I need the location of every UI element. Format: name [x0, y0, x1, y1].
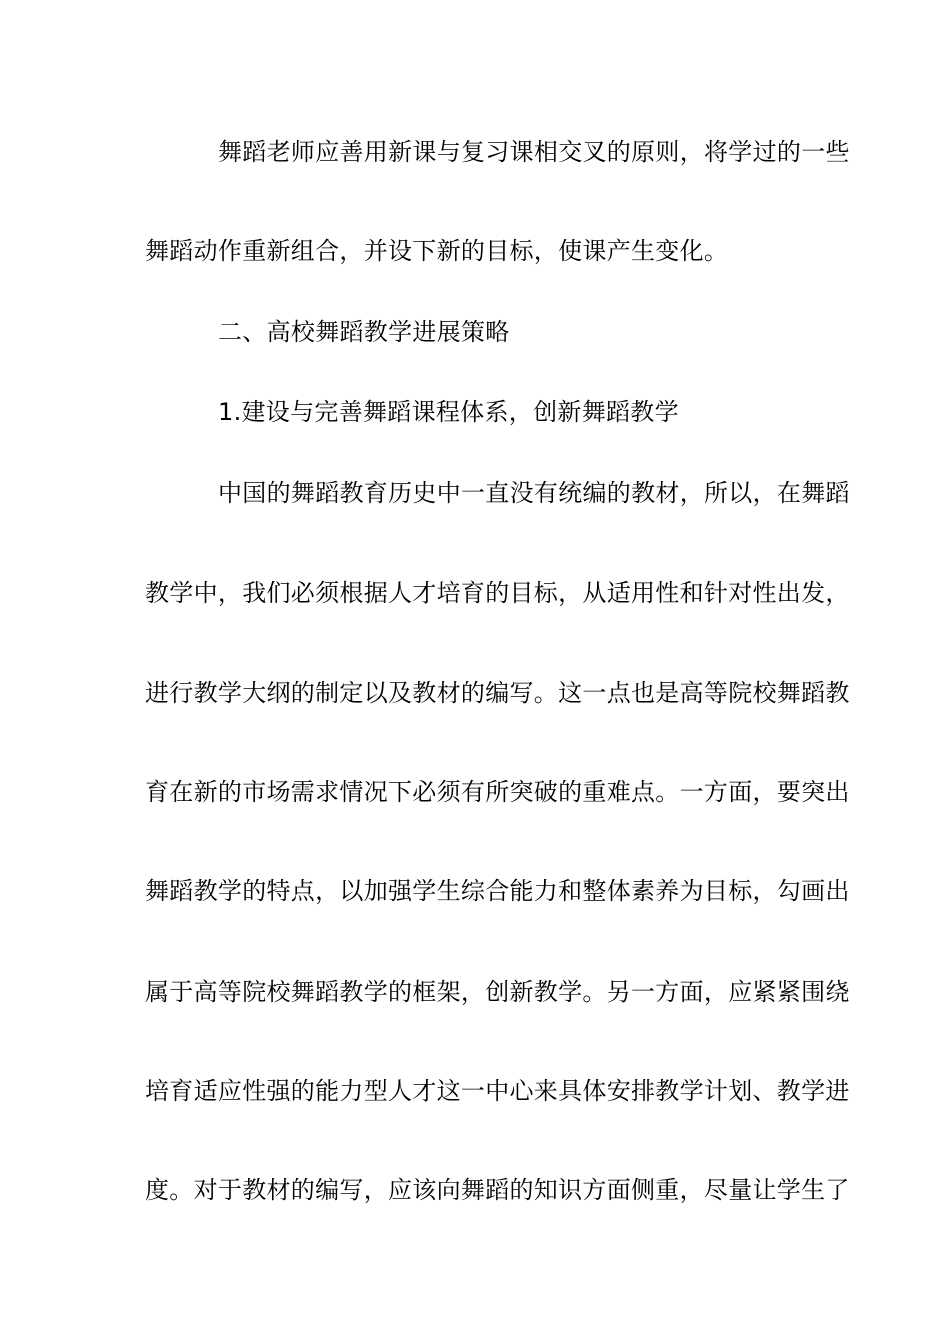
paragraph-line: 舞蹈老师应善用新课与复习课相交叉的原则，将学过的一些 — [218, 138, 850, 166]
paragraph-line: 属于高等院校舞蹈教学的框架，创新教学。另一方面，应紧紧围绕 — [145, 978, 850, 1006]
paragraph-line: 教学中，我们必须根据人才培育的目标，从适用性和针对性出发， — [145, 579, 850, 607]
subsection-heading: 1.建设与完善舞蹈课程体系，创新舞蹈教学 — [218, 398, 679, 426]
paragraph-line: 中国的舞蹈教育历史中一直没有统编的教材，所以，在舞蹈 — [218, 479, 850, 507]
paragraph-line: 舞蹈动作重新组合，并设下新的目标，使课产生变化。 — [145, 237, 729, 265]
paragraph-line: 度。对于教材的编写，应该向舞蹈的知识方面侧重，尽量让学生了 — [145, 1176, 850, 1204]
paragraph-line: 育在新的市场需求情况下必须有所突破的重难点。一方面，要突出 — [145, 778, 850, 806]
section-heading: 二、高校舞蹈教学进展策略 — [218, 318, 510, 346]
paragraph-line: 培育适应性强的能力型人才这一中心来具体安排教学计划、教学进 — [145, 1077, 850, 1105]
paragraph-line: 舞蹈教学的特点，以加强学生综合能力和整体素养为目标，勾画出 — [145, 877, 850, 905]
paragraph-line: 进行教学大纲的制定以及教材的编写。这一点也是高等院校舞蹈教 — [145, 679, 850, 707]
